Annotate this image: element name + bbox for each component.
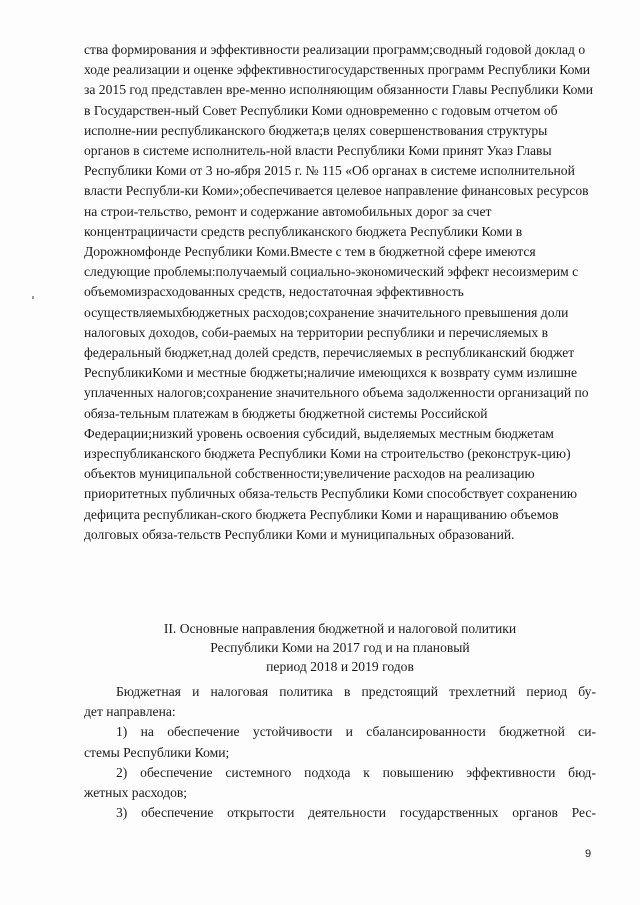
text-line: над долей средств, перечисляемых в республиканский бюджет Республики [84,345,575,381]
section-heading [84,619,596,676]
heading-line-1: II. Основные направления бюджетной и налоговой политики [163,621,517,636]
text-line: получаемый социально-экономический эффект несоизмерим с объемом [84,264,579,300]
text-line: раемых на территории республики и перечисляемых в федеральный бюджет, [84,324,549,361]
body-text-section-2 [84,682,596,823]
text-line: тельным платежам в бюджеты бюджетной системы Российской Федерации; [84,405,488,441]
text-line: в целях совершенствования структуры органов в системе исполнитель- [84,122,548,159]
text-line: сохранение значительного превышения доли налоговых доходов, соби- [84,304,569,340]
text-line: республиканского бюджета Республики Коми на строительство (реконструк- [96,446,542,462]
page-number: 9 [585,848,592,860]
heading-line-3: период 2018 и 2019 годов [266,659,414,674]
text-line: нии республиканского бюджета; [135,122,324,138]
text-line: тельств Республики Коми способствует сохранению дефицита республикан- [84,486,578,522]
text-line: тельств Республики Коми и муниципальных образований. [177,526,515,542]
text-line: ки Коми»; [184,183,244,199]
text-line: дет направлена: [84,704,176,720]
text-line: менно исполняющим обязанности Главы Республики Коми в Государствен- [84,82,594,118]
text-line: ный Совет Республики Коми одновременно с годовым отчетом об исполне- [84,102,558,138]
text-line: части средств республиканского бюджета Республики Коми в Дорожном [84,223,523,260]
text-line: Бюджетная и налоговая политика в предстоящий трехлетний период бу- [116,684,596,699]
text-line: 1) на обеспечение устойчивости и сбалансированности бюджетной си- [116,724,596,740]
text-line: обеспечивается целевое направление финансовых ресурсов на строи- [84,183,589,219]
text-line: цию) объектов муниципальной собственности; [84,446,571,482]
text-line: сохранение значительного объема задолженности организаций по обяза- [84,385,589,421]
text-line: жетных расходов; [84,785,188,801]
text-line: тельство, ремонт и содержание автомобильных дорог за счет концентрации [84,203,492,239]
text-line: увеличение расходов на реализацию приоритетных публичных обяза- [84,466,535,502]
text-line: государственных программ Республики Коми за 2015 год представлен вре- [84,62,591,98]
text-line: фонде Республики Коми. [145,244,291,260]
text-line: низкий уровень освоения субсидий, выделяемых местным бюджетам из [84,425,554,462]
text-line: израсходованных средств, недостаточная эффективность осуществляемых [84,284,464,320]
heading-line-2: Республики Коми на 2017 год и на плановый [210,640,470,655]
text-line: ства формирования и эффективности реализации программ; [84,42,433,57]
text-line: сводный годовой доклад о ходе реализации и оценке эффективности [84,42,586,78]
text-line: ского бюджета Республики Коми и наращиванию объемов долговых обяза- [84,506,559,542]
scan-speck [32,296,34,299]
text-line: ября 2015 г. № 115 «Об органах в системе исполнительной власти Республи- [84,163,575,199]
body-text-section-1 [84,40,596,545]
text-line: 2) обеспечение системного подхода к повышению эффективности бюд- [116,764,596,780]
text-line: наличие имеющихся к возврату сумм излишне уплаченных налогов; [84,365,578,401]
text-line: стемы Республики Коми; [84,744,230,760]
text-line: бюджетных расходов; [181,304,309,320]
text-line: ной власти Республики Коми принят Указ Главы Республики Коми от 3 но- [84,143,552,179]
text-line: 3) обеспечение открытости деятельности государственных органов Рес- [116,805,596,821]
text-line: Коми и местные бюджеты; [152,365,308,381]
text-line: Вместе с тем в бюджетной сфере имеются следующие проблемы: [84,244,536,280]
